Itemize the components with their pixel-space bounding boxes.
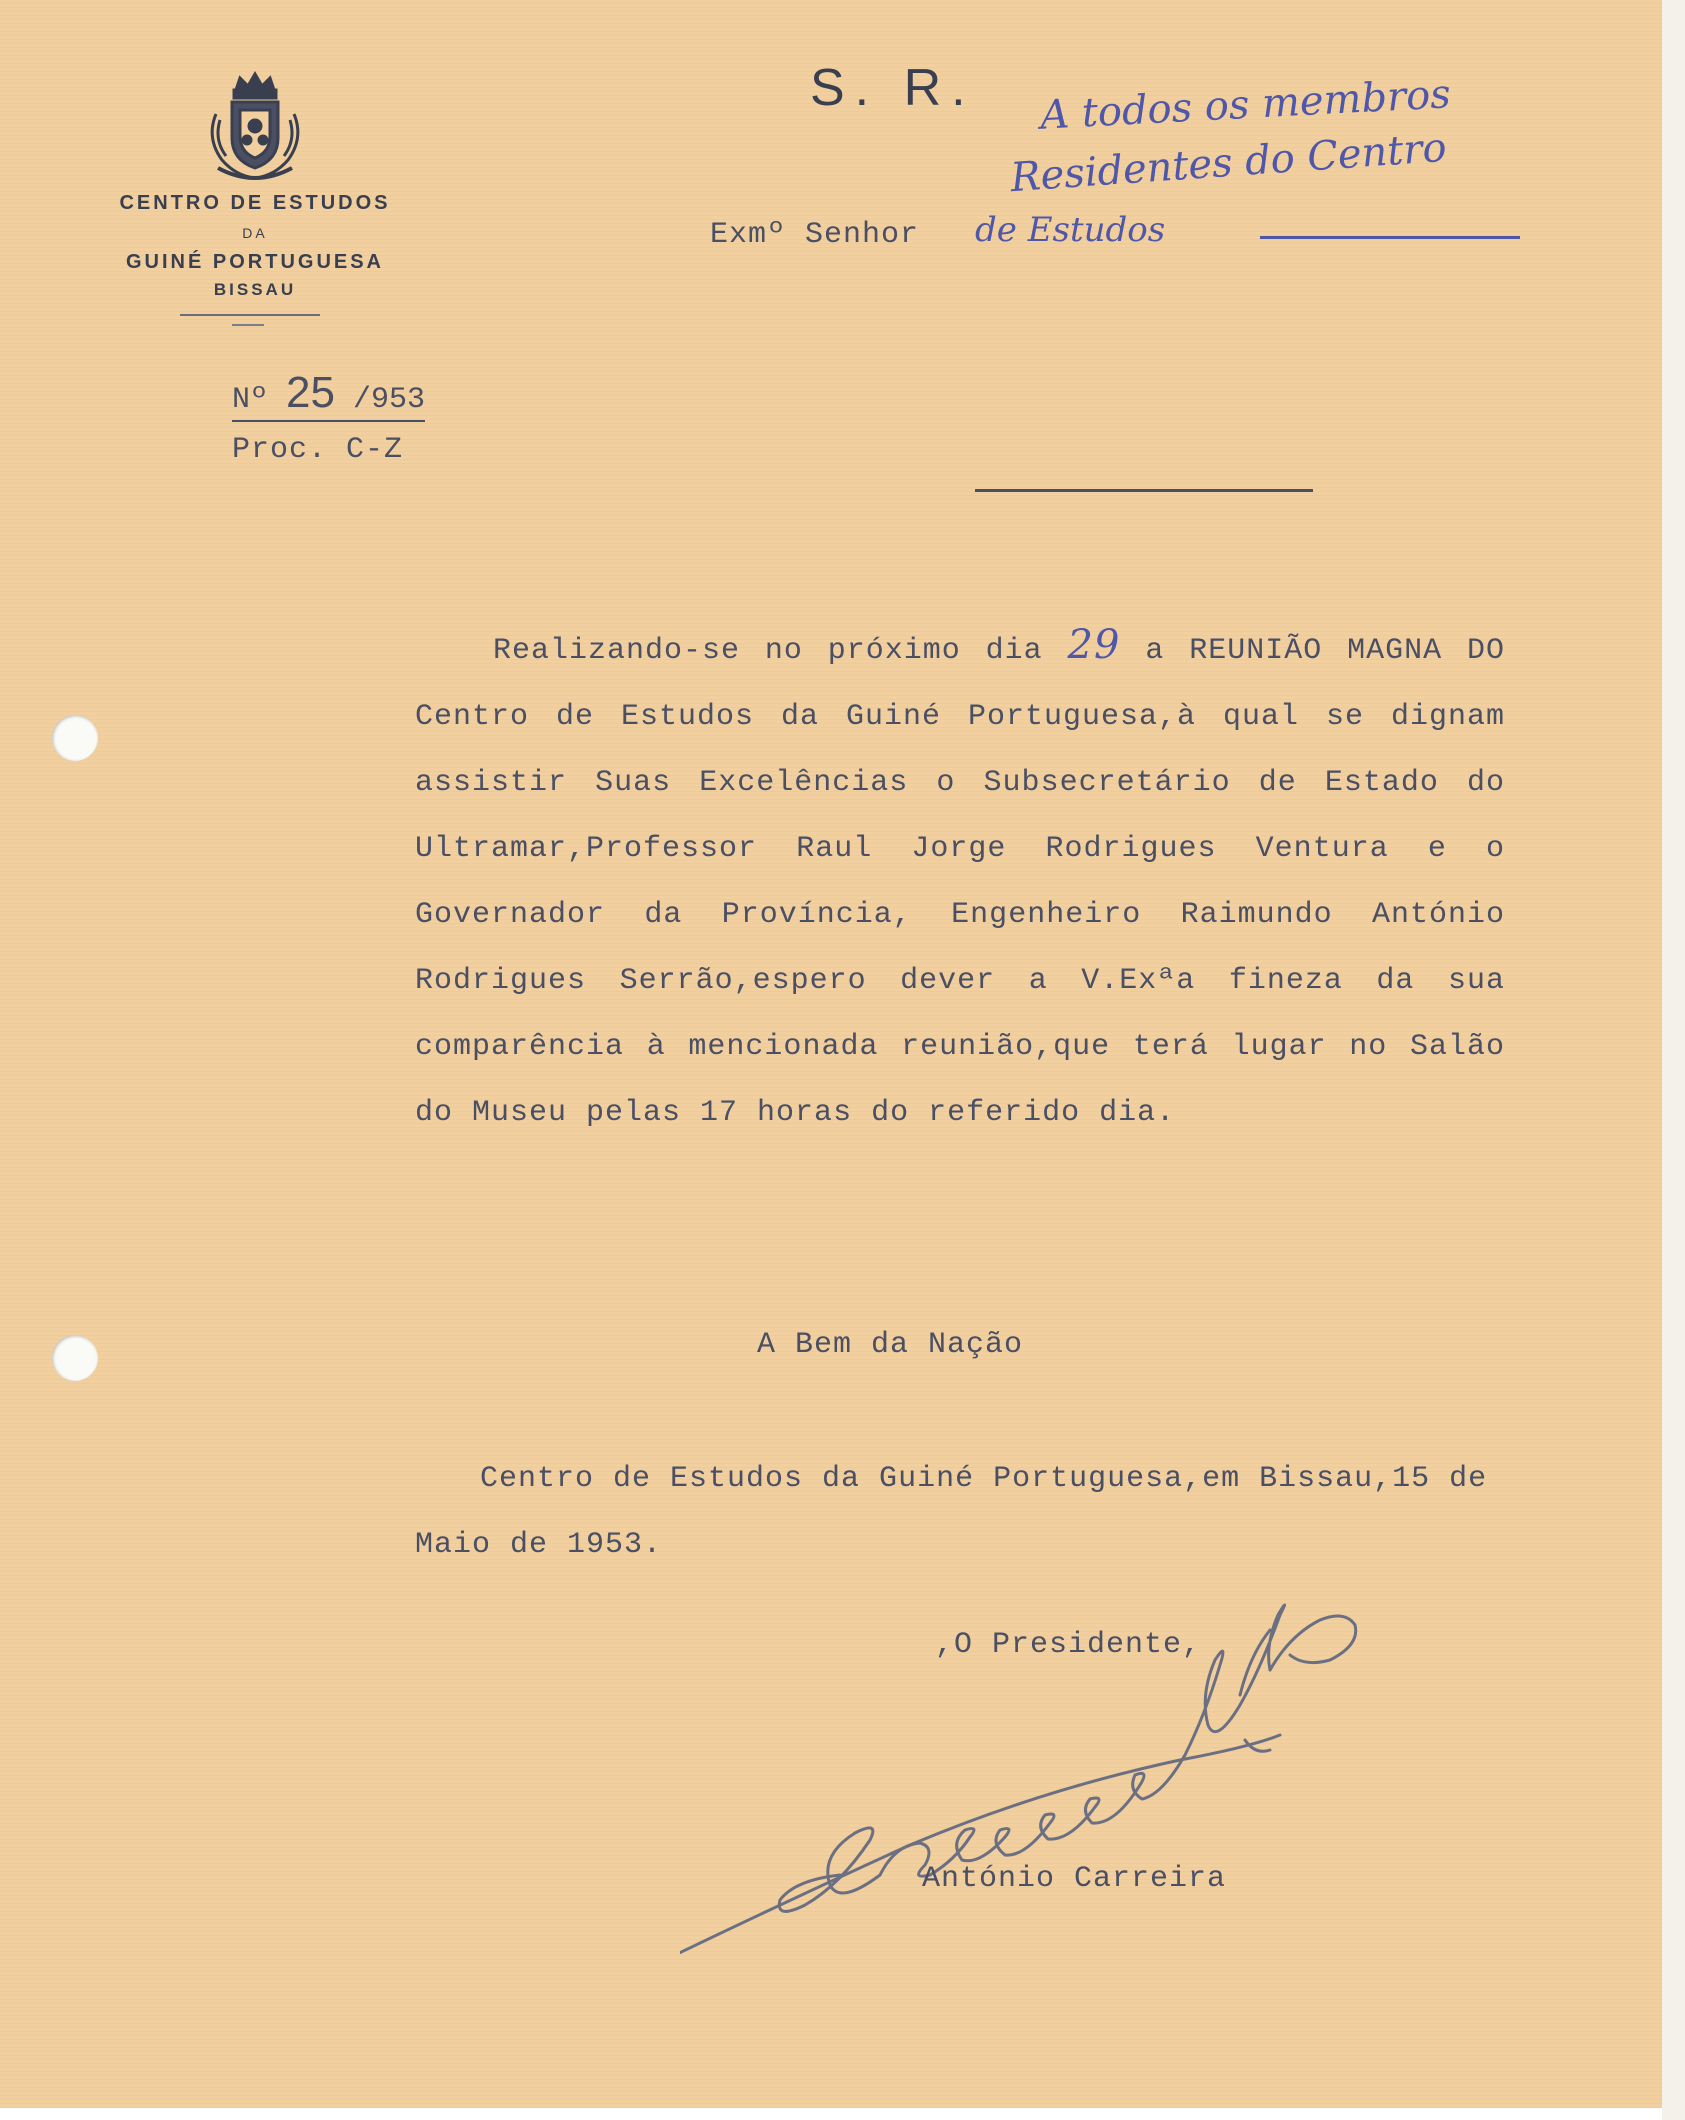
- place-date-line-1: Centro de Estudos da Guiné Portuguesa,em Bissau,15 de: [480, 1462, 1488, 1496]
- reference-number-prefix: Nº: [232, 383, 269, 417]
- address-line: [975, 489, 1313, 492]
- reference-number-handwritten: 25: [286, 368, 335, 417]
- signature-icon: [680, 1575, 1580, 1975]
- punch-hole-top: [52, 715, 98, 761]
- document-heading: S. R.: [810, 59, 976, 117]
- letterhead-line-3: GUINÉ PORTUGUESA: [125, 251, 385, 273]
- handwritten-addressee-line-1: A todos os membros: [1039, 71, 1452, 139]
- letterhead-line-4: BISSAU: [213, 280, 297, 299]
- letterhead-line-2: DA: [242, 225, 268, 241]
- letterhead-line-1: CENTRO DE ESTUDOS: [119, 192, 391, 214]
- letterhead-divider-small: [232, 324, 264, 326]
- punch-hole-bottom: [52, 1335, 98, 1381]
- page-edge: [1662, 0, 1685, 2120]
- body-text-part-2: a REUNIÃO MAGNA DO Centro de Estudos da Guiné Portuguesa,à qual se dignam assistir Suas Excelências o Subsecretário de Estado do Ultramar,Professor Raul Jorge Rodrigues Ventura e o Governador da Província, Engenheiro Raimundo António Rodrigues Serrão,espero dever a V.Exªa fineza da sua comparência à mencionada reunião,que terá lugar no Salão do Museu pelas 17 horas do referido dia.: [415, 634, 1505, 1130]
- letter-body: [415, 612, 1505, 1146]
- signatory-name: António Carreira: [922, 1862, 1227, 1896]
- handwritten-addressee-line-3: de Estudos: [975, 210, 1166, 250]
- coat-of-arms-icon: [196, 68, 314, 186]
- letterhead-divider: [180, 314, 320, 316]
- handwritten-day: 29: [1067, 622, 1121, 668]
- signatory-title: ,O Presidente,: [935, 1628, 1202, 1662]
- body-text-part-1: Realizando-se no próximo dia: [493, 634, 1043, 668]
- handwritten-addressee-line-2: Residentes do Centro: [1008, 124, 1448, 202]
- closing-motto: A Bem da Nação: [757, 1328, 1024, 1362]
- process-reference: Proc. C-Z: [232, 433, 404, 467]
- addressee-salutation: Exmº Senhor: [710, 218, 920, 252]
- place-date-line-2: Maio de 1953.: [415, 1528, 663, 1562]
- handwritten-underline: [1260, 236, 1520, 239]
- reference-number-year: /953: [353, 383, 426, 417]
- reference-number: [232, 368, 425, 422]
